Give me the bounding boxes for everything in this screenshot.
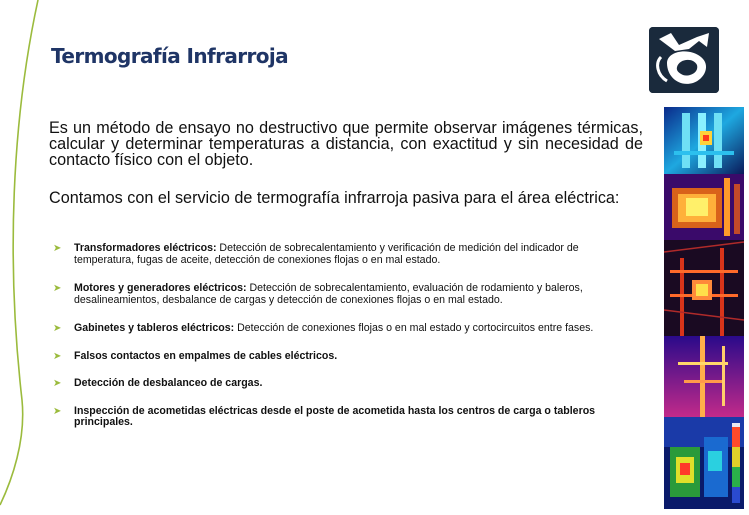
thermal-image-strip [664,107,744,509]
thermal-image-lines [664,336,744,417]
item-text: Detección de sobrecalentamiento, evaluación de rodamiento y baleros, desalineamientos, desbalance de cargas y detección de conexiones flojas o en mal estado. [74,282,583,306]
service-paragraph: Contamos con el servicio de termografía infrarroja pasiva para el área eléctrica: [49,189,620,207]
arrow-bullet-icon: ➤ [53,283,62,294]
company-logo [649,27,719,93]
list-item [53,378,628,390]
list-item [53,243,628,266]
item-title: Inspección de acometidas eléctricas desde el poste de acometida hasta los centros de carga o tableros principales. [74,404,596,428]
list-item [53,323,628,335]
item-title: Transformadores eléctricos: [74,242,217,254]
list-item [53,406,628,429]
thermal-image-transformer [664,174,744,240]
arrow-bullet-icon: ➤ [53,405,62,417]
service-list [53,243,628,429]
arrow-bullet-icon: ➤ [53,350,62,362]
arrow-bullet-icon: ➤ [53,378,62,389]
decorative-curve [0,0,40,515]
arrow-bullet-icon: ➤ [53,243,62,254]
page-title: Termografía Infrarroja [51,44,289,68]
intro-paragraph: Es un método de ensayo no destructivo que permite observar imágenes térmicas, calcular y determinar temperaturas a distancia, con exactitud y sin necesidad de contacto físico con el objeto. [49,119,643,169]
item-text: Detección de conexiones flojas o en mal estado y cortocircuitos entre fases. [234,322,594,334]
list-item [53,351,628,363]
item-title: Falsos contactos en empalmes de cables eléctricos. [74,349,338,362]
item-title: Motores y generadores eléctricos: [74,282,247,294]
arrow-bullet-icon: ➤ [53,323,62,334]
list-item [53,283,628,306]
item-title: Detección de desbalanceo de cargas. [74,377,263,389]
thermal-image-equipment [664,417,744,509]
item-title: Gabinetes y tableros eléctricos: [74,322,235,334]
item-text: Detección de sobrecalentamiento y verificación de medición del indicador de temperatura, fugas de aceite, detección de conexiones flojas o en mal estado. [74,242,579,266]
thermal-image-pole [664,240,744,336]
thermal-image-panel [664,107,744,174]
